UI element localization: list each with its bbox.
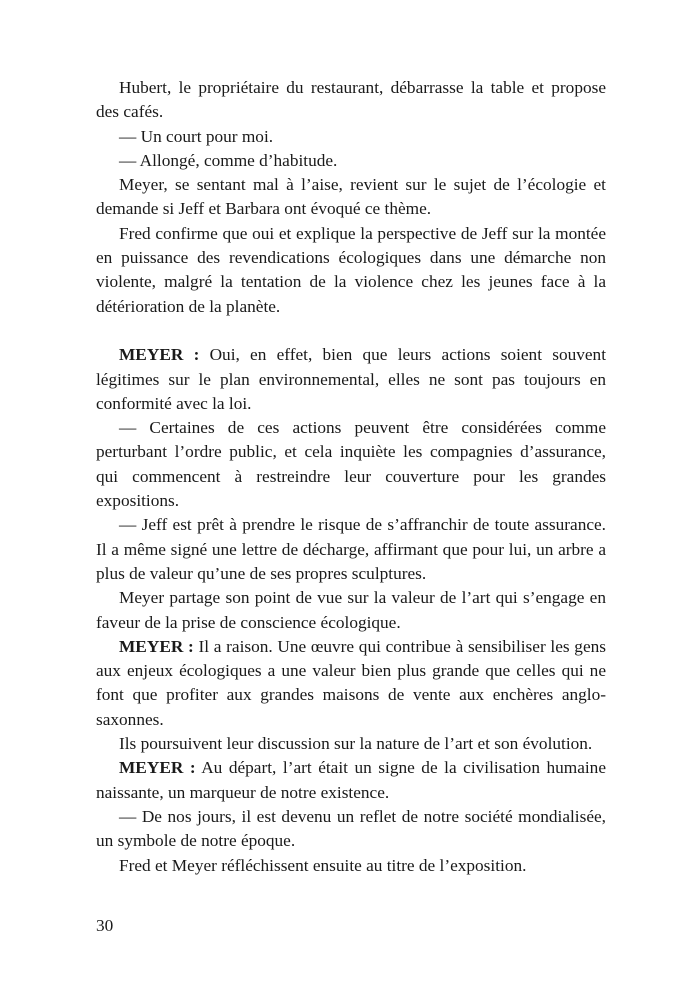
dialogue-meyer-2 xyxy=(96,635,606,732)
speaker-label: MEYER : xyxy=(119,758,196,778)
dialogue-meyer-1 xyxy=(96,343,606,416)
speaker-label: MEYER : xyxy=(119,345,200,365)
paragraph-fred-confirme: Fred confirme que oui et explique la perspective de Jeff sur la montée en puissance des revendications écologiques dans une démarche non violente, malgré la tentation de la violence chez les jeunes face à la détérioration de la planète. xyxy=(96,223,606,316)
dialogue-line-court: — Un court pour moi. xyxy=(119,126,274,146)
dialogue-line-certaines: — Certaines de ces actions peuvent être considérées comme perturbant l’ordre public, et cela inquiète les compagnies d’assurance, qui commencent à restreindre leur couverture pour les grandes expositions. xyxy=(96,418,606,511)
speaker-label: MEYER : xyxy=(119,636,194,656)
dialogue-line-allonge: — Allongé, comme d’habitude. xyxy=(119,150,338,170)
paragraph-meyer-partage: Meyer partage son point de vue sur la valeur de l’art qui s’engage en faveur de la prise de conscience écologique. xyxy=(96,588,606,632)
paragraph-discussion: Ils poursuivent leur discussion sur la nature de l’art et son évolution. xyxy=(119,734,593,754)
section-gap xyxy=(96,319,606,343)
paragraph-hubert: Hubert, le propriétaire du restaurant, débarrasse la table et propose des cafés. xyxy=(96,78,606,122)
page-number: 30 xyxy=(96,916,114,935)
dialogue-text: Oui, en effet, bien que leurs actions soient souvent légitimes sur le plan environnemental, elles ne sont pas toujours en conformité avec la loi. xyxy=(96,345,606,413)
paragraph-meyer-ecologie: Meyer, se sentant mal à l’aise, revient sur le sujet de l’écologie et demande si Jeff et Barbara ont évoqué ce thème. xyxy=(96,175,606,219)
dialogue-text: Au départ, l’art était un signe de la civilisation humaine naissante, un marqueur de notre existence. xyxy=(96,758,606,802)
paragraph-titre-exposition: Fred et Meyer réfléchissent ensuite au titre de l’exposition. xyxy=(119,855,527,875)
page-body xyxy=(96,76,606,878)
dialogue-meyer-3 xyxy=(96,756,606,805)
dialogue-line-jeff: — Jeff est prêt à prendre le risque de s’affranchir de toute assurance. Il a même signé une lettre de décharge, affirmant que pour lui, un arbre a plus de valeur qu’une de ses propres sculptures. xyxy=(96,515,606,583)
dialogue-text: Il a raison. Une œuvre qui contribue à sensibiliser les gens aux enjeux écologiques a une valeur bien plus grande que celles qui ne font que profiter aux grandes maisons de vente aux enchères anglo-saxonnes. xyxy=(96,636,606,729)
dialogue-line-nos-jours: — De nos jours, il est devenu un reflet de notre société mondialisée, un symbole de notre époque. xyxy=(96,806,606,851)
